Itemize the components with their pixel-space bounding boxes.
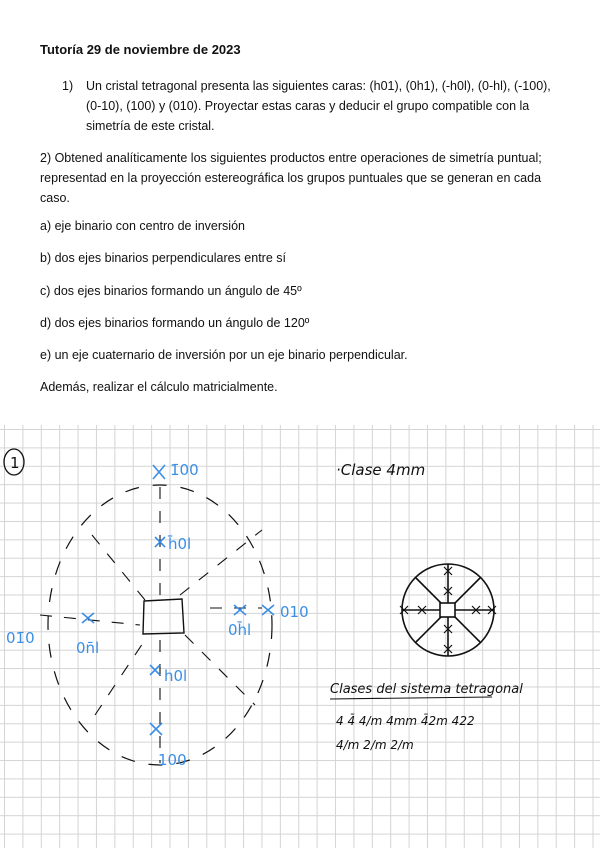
question-1 [62, 76, 562, 136]
tetragonal-classes-row-2: 4/m 2/m 2/m [336, 738, 414, 752]
question-2-item-b: b) dos ejes binarios perpendiculares entre sí [40, 251, 286, 265]
face-label-left-outer: 01̄0 [6, 629, 35, 647]
central-square [143, 599, 184, 634]
question-1-text: Un cristal tetragonal presenta las siguientes caras: (h01), (0h1), (-h0l), (0-hl), (-100), (0-10), (100) y (010). Proyectar estas caras y deducir el grupo compatible con la simetría de este cristal. [86, 79, 551, 133]
face-label-bottom: 100 [158, 751, 187, 769]
question-2-item-a: a) eje binario con centro de inversión [40, 219, 245, 233]
page-title: Tutoría 29 de noviembre de 2023 [40, 42, 241, 57]
small-stereogram [402, 564, 494, 656]
tetragonal-classes-row-1: 4 4̄ 4/m 4mm 4̄2m 422 [336, 714, 475, 728]
face-label-upper: h̄0l [168, 535, 192, 553]
face-markers [82, 465, 274, 735]
question-2-item-d: d) dos ejes binarios formando un ángulo de 120º [40, 316, 310, 330]
circled-number: 1 [10, 454, 20, 472]
question-1-number: 1) [62, 79, 74, 93]
face-label-lower: h0l [164, 667, 188, 685]
question-2-closing: Además, realizar el cálculo matricialmente. [40, 380, 278, 394]
question-2-item-c: c) dos ejes binarios formando un ángulo de 45º [40, 284, 302, 298]
face-label-left-inner: 0n̄l [76, 639, 100, 657]
class-note: ·Clase 4mm [336, 461, 426, 479]
tetragonal-heading: Clases del sistema tetragonal [330, 682, 523, 697]
question-2-item-e: e) un eje cuaternario de inversión por un eje binario perpendicular. [40, 348, 408, 362]
face-label-top: 1̄00 [170, 461, 199, 479]
face-label-right-outer: 010 [280, 603, 309, 621]
handwritten-solution [0, 425, 600, 848]
tetragonal-heading-underline [330, 697, 492, 699]
question-2-intro: 2) Obtened analíticamente los siguientes productos entre operaciones de simetría puntual; representad en la proyección estereográfica los grupos puntuales que se generan en cada caso. [40, 151, 542, 205]
graph-paper [0, 425, 600, 848]
face-label-right-inner: 0h̄l [228, 621, 252, 639]
